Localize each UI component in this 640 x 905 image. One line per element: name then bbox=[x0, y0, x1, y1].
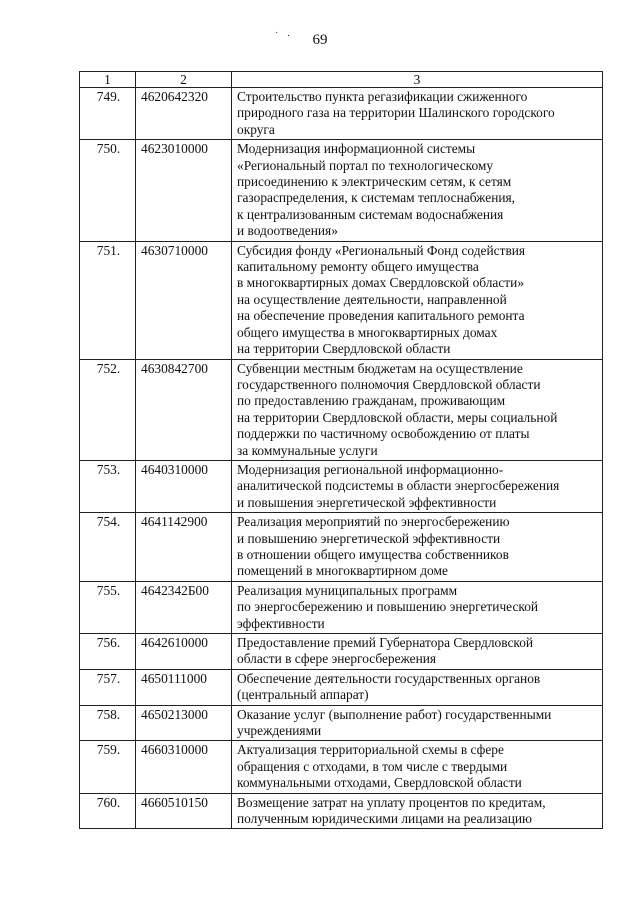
row-number: 751. bbox=[80, 241, 136, 359]
row-number: 758. bbox=[80, 705, 136, 741]
row-code: 4642342Б00 bbox=[136, 581, 232, 633]
table-row bbox=[80, 359, 603, 460]
row-description: Актуализация территориальной схемы в сфере обращения с отходами, в том числе с твердыми коммунальными отходами, Свердловской области bbox=[232, 741, 603, 793]
header-col-2: 2 bbox=[136, 72, 232, 88]
row-description: Предоставление премий Губернатора Свердловской области в сфере энергосбережения bbox=[232, 634, 603, 670]
row-code: 4660510150 bbox=[136, 793, 232, 829]
page-number: 69 bbox=[312, 32, 328, 48]
row-code: 4630710000 bbox=[136, 241, 232, 359]
row-number: 757. bbox=[80, 669, 136, 705]
table-row bbox=[80, 581, 603, 633]
row-number: 754. bbox=[80, 513, 136, 582]
row-description: Реализация муниципальных программ по энергосбережению и повышению энергетической эффективности bbox=[232, 581, 603, 633]
header-row bbox=[80, 72, 603, 88]
table-row bbox=[80, 669, 603, 705]
row-code: 4620642320 bbox=[136, 88, 232, 140]
row-number: 753. bbox=[80, 460, 136, 512]
row-description: Субвенции местным бюджетам на осуществление государственного полномочия Свердловской области по предоставлению гражданам, проживающим на территории Свердловской области, меры социальной поддержки по частичному освобождению от платы за коммунальные услуги bbox=[232, 359, 603, 460]
table-row bbox=[80, 741, 603, 793]
scan-artifact: ˙ · bbox=[275, 31, 294, 42]
row-description: Модернизация информационной системы «Региональный портал по технологическому присоединению к электрическим сетям, к сетям газораспределения, к системам теплоснабжения, к централизованным системам водоснабжения и водоотведения» bbox=[232, 140, 603, 241]
table-row bbox=[80, 241, 603, 359]
row-number: 750. bbox=[80, 140, 136, 241]
table-row bbox=[80, 140, 603, 241]
row-description: Оказание услуг (выполнение работ) государственными учреждениями bbox=[232, 705, 603, 741]
row-description: Возмещение затрат на уплату процентов по кредитам, полученным юридическими лицами на реализацию bbox=[232, 793, 603, 829]
row-code: 4650213000 bbox=[136, 705, 232, 741]
row-code: 4641142900 bbox=[136, 513, 232, 582]
row-description: Обеспечение деятельности государственных органов (центральный аппарат) bbox=[232, 669, 603, 705]
row-description: Субсидия фонду «Региональный Фонд содействия капитальному ремонту общего имущества в многоквартирных домах Свердловской области» на осуществление деятельности, направленной на обеспечение проведения капитального ремонта общего имущества в многоквартирных домах на территории Свердловской области bbox=[232, 241, 603, 359]
table-row bbox=[80, 634, 603, 670]
row-code: 4630842700 bbox=[136, 359, 232, 460]
row-number: 749. bbox=[80, 88, 136, 140]
row-number: 755. bbox=[80, 581, 136, 633]
row-code: 4642610000 bbox=[136, 634, 232, 670]
row-number: 756. bbox=[80, 634, 136, 670]
row-code: 4650111000 bbox=[136, 669, 232, 705]
table-row bbox=[80, 460, 603, 512]
row-description: Реализация мероприятий по энергосбережению и повышению энергетической эффективности в отношении общего имущества собственников помещений в многоквартирном доме bbox=[232, 513, 603, 582]
row-description: Строительство пункта регазификации сжиженного природного газа на территории Шалинского городского округа bbox=[232, 88, 603, 140]
row-number: 752. bbox=[80, 359, 136, 460]
row-code: 4623010000 bbox=[136, 140, 232, 241]
table-row bbox=[80, 88, 603, 140]
row-code: 4640310000 bbox=[136, 460, 232, 512]
row-description: Модернизация региональной информационно- аналитической подсистемы в области энергосбережения и повышения энергетической эффективности bbox=[232, 460, 603, 512]
row-code: 4660310000 bbox=[136, 741, 232, 793]
header-col-1: 1 bbox=[80, 72, 136, 88]
classification-table bbox=[79, 71, 603, 829]
table-row bbox=[80, 793, 603, 829]
row-number: 759. bbox=[80, 741, 136, 793]
table-row bbox=[80, 513, 603, 582]
row-number: 760. bbox=[80, 793, 136, 829]
header-col-3: 3 bbox=[232, 72, 603, 88]
table-row bbox=[80, 705, 603, 741]
